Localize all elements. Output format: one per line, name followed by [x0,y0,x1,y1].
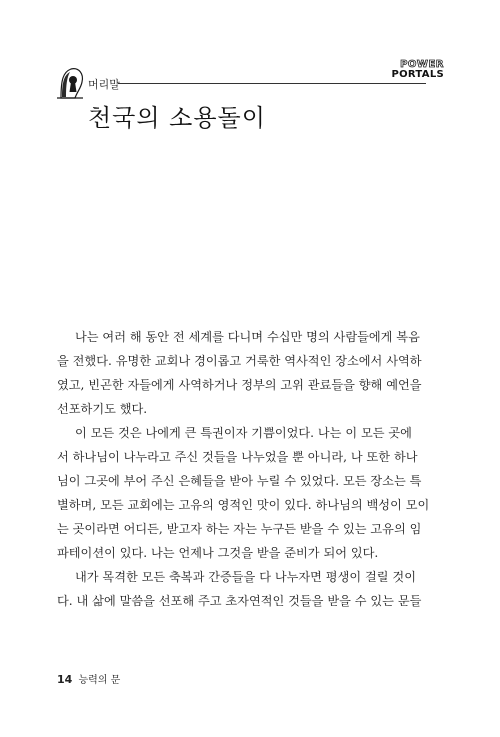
paragraph-2-line-5: 는 곳이라면 어디든, 받고자 하는 자는 누구든 받을 수 있는 고유의 임 [57,522,422,536]
paragraph-2-line-6: 파테이션이 있다. 나는 언제나 그것을 받을 준비가 되어 있다. [57,546,379,560]
keyhole-doorway-icon [53,66,85,100]
paragraph-1-line-2: 을 전했다. 유명한 교회나 경이롭고 거룩한 역사적인 장소에서 사역하 [57,354,422,368]
header-rule [118,83,426,84]
paragraph-2-line-4: 별하며, 모든 교회에는 고유의 영적인 맛이 있다. 하나님의 백성이 모이 [57,498,430,512]
paragraph-2-line-1: 이 모든 것은 나에게 큰 특권이자 기쁨이었다. 나는 이 모든 곳에 [75,426,412,440]
page-footer [57,671,120,686]
paragraph-2-line-2: 서 하나님이 나누라고 주신 것들을 나누었을 뿐 아니라, 나 또한 하나 [57,450,418,464]
paragraph-1-line-3: 였고, 빈곤한 자들에게 사역하거나 정부의 고위 관료들을 향해 예언을 [57,378,422,392]
paragraph-1-line-4: 선포하기도 했다. [57,402,148,416]
brand-word-power: POWER [400,59,444,70]
section-label: 머리말 [88,78,120,91]
paragraph-2-line-3: 님이 그곳에 부어 주신 은혜들을 받아 누릴 수 있었다. 모든 장소는 특 [57,474,422,488]
paragraph-1-line-1: 나는 여러 해 동안 전 세계를 다니며 수십만 명의 사람들에게 복음 [75,330,420,344]
running-book-title: 능력의 문 [78,675,121,686]
page-number: 14 [57,673,73,686]
paragraph-3-line-1: 내가 목격한 모든 축복과 간증들을 다 나누자면 평생이 걸릴 것이 [75,570,416,584]
publisher-brand [391,60,444,80]
body-text [57,325,429,613]
chapter-title: 천국의 소용돌이 [88,104,266,132]
paragraph-3-line-2: 다. 내 삶에 말씀을 선포해 주고 초자연적인 것들을 받을 수 있는 문들 [57,594,422,608]
brand-word-portals: PORTALS [391,69,444,80]
